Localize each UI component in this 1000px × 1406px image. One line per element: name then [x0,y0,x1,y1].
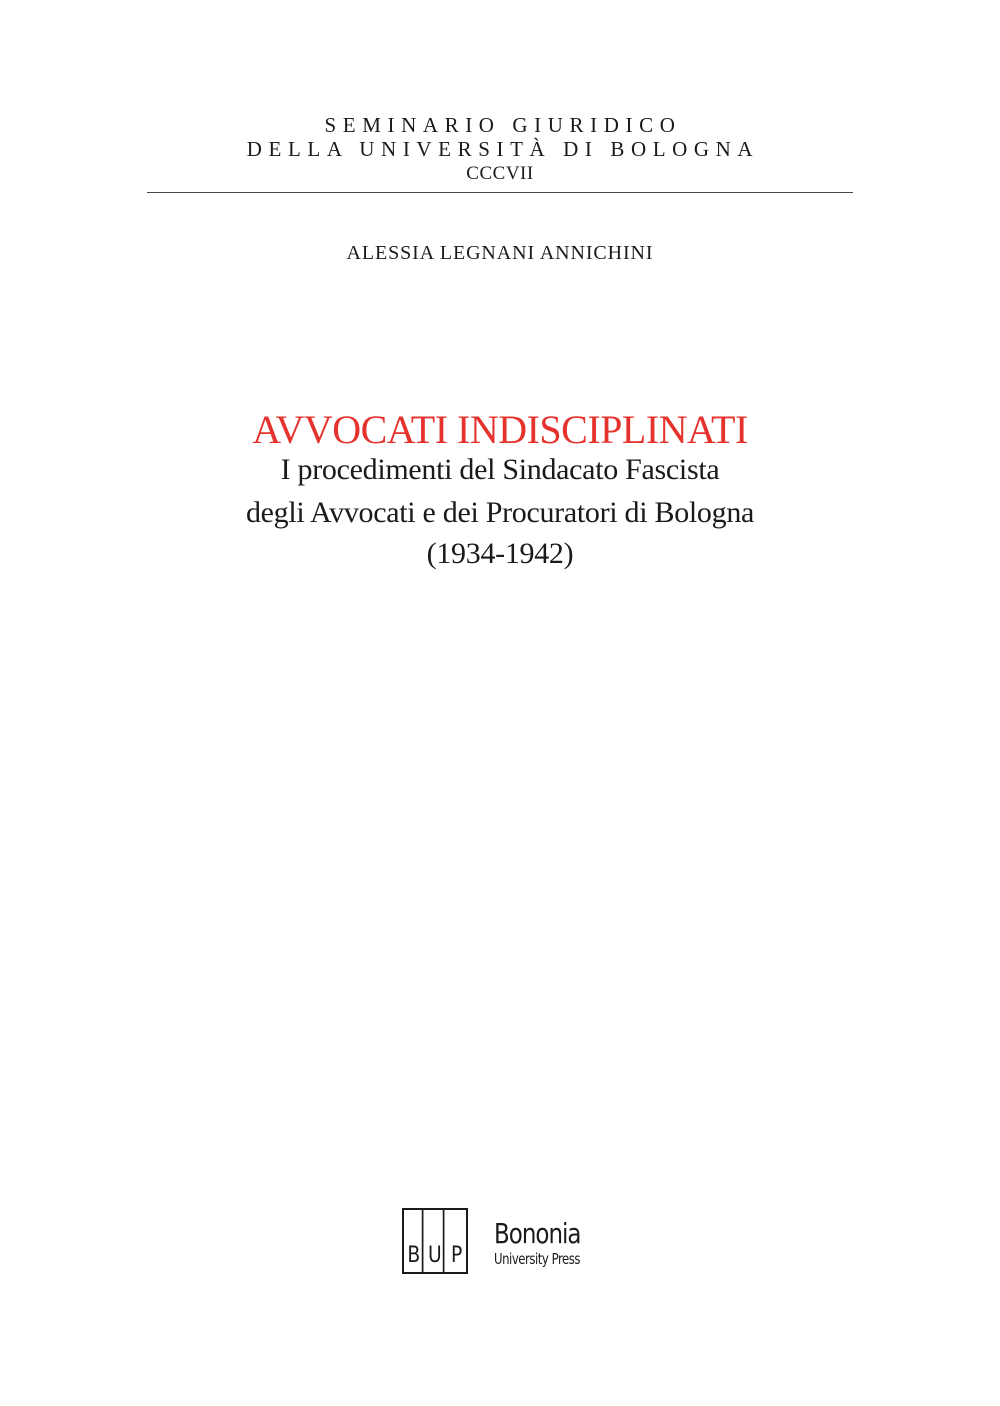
book-title: AVVOCATI INDISCIPLINATI [252,407,748,452]
logo-letter-b: B [406,1210,424,1272]
series-volume-number: CCCVII [466,163,534,184]
subtitle-date-range: (1934-1942) [426,537,574,570]
logo-letter-p: P [450,1243,462,1268]
publisher-subname: University Press [494,1250,581,1268]
header-divider [147,192,853,193]
logo-letter-u: U [427,1210,445,1272]
subtitle-line-2: degli Avvocati e dei Procuratori di Bologna [245,496,755,529]
series-name-line-1: SEMINARIO GIURIDICO [324,113,682,137]
publisher-logo [402,1208,602,1274]
author-name: ALESSIA LEGNANI ANNICHINI [346,242,654,264]
publisher-name: Bononia [494,1217,581,1250]
subtitle-line-1: I procedimenti del Sindacato Fascista [280,453,720,486]
bup-logo-icon [402,1208,468,1274]
series-name-line-2: DELLA UNIVERSITÀ DI BOLOGNA [246,137,760,161]
